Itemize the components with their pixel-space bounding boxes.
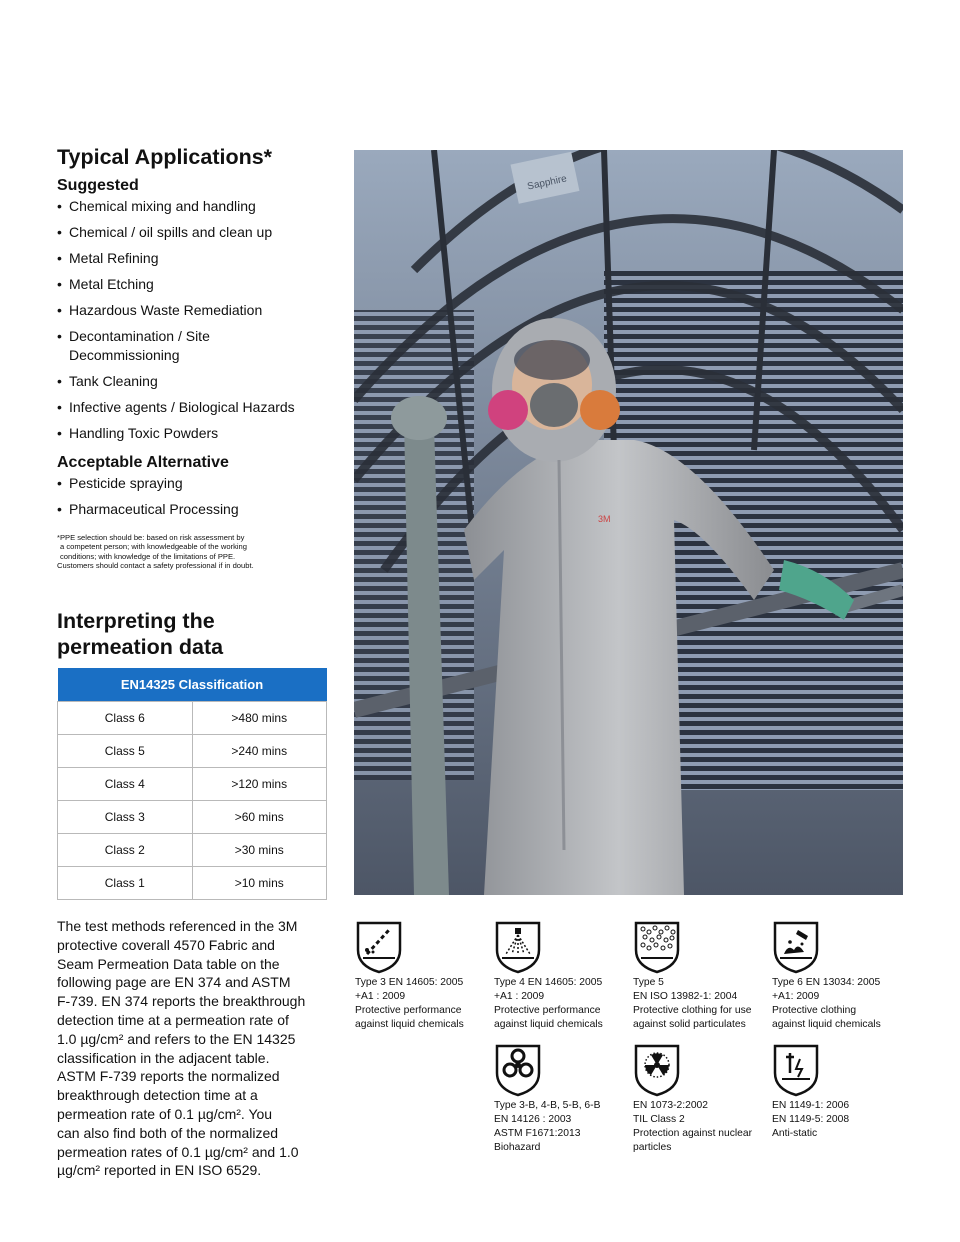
icon-text-line: Protective clothing bbox=[772, 1005, 857, 1016]
test-methods-paragraph bbox=[57, 917, 332, 1180]
table-row bbox=[58, 702, 327, 735]
icon-text-line: TIL Class 2 bbox=[633, 1114, 685, 1125]
time-cell: >120 mins bbox=[192, 768, 327, 801]
paragraph-line: can also find both of the normalized bbox=[57, 1124, 279, 1141]
list-item: • Chemical / oil spills and clean up bbox=[57, 223, 329, 242]
time-cell: >240 mins bbox=[192, 735, 327, 768]
nuclear-icon-block bbox=[633, 1043, 769, 1155]
icon-text-line: EN 1149-5: 2008 bbox=[772, 1114, 850, 1125]
icon-text-line: Type 5 bbox=[633, 977, 664, 988]
icon-text-line: against solid particulates bbox=[633, 1019, 746, 1030]
icon-text-line: Anti-static bbox=[772, 1128, 818, 1139]
worker-photo bbox=[354, 150, 903, 895]
list-item: • Pesticide spraying bbox=[57, 474, 329, 493]
type5-icon-block bbox=[633, 920, 769, 1032]
liquid-jet-shield-icon bbox=[355, 920, 403, 974]
table-row bbox=[58, 801, 327, 834]
paragraph-line: µg/cm² reported in EN ISO 6529. bbox=[57, 1162, 262, 1179]
permeation-title-line2: permeation data bbox=[57, 635, 224, 660]
icon-text-line: EN 14126 : 2003 bbox=[494, 1114, 572, 1125]
paragraph-line: classification in the adjacent table. bbox=[57, 1049, 270, 1066]
paragraph-line: permeation rates of 0.1 µg/cm² and 1.0 bbox=[57, 1143, 299, 1160]
worker-in-coverall-illustration bbox=[354, 150, 903, 895]
time-cell: >480 mins bbox=[192, 702, 327, 735]
paragraph-line: protective coverall 4570 Fabric and bbox=[57, 936, 275, 953]
antistatic-shield-icon bbox=[772, 1043, 820, 1097]
permeation-title bbox=[57, 608, 329, 660]
icon-text-line: +A1 : 2009 bbox=[494, 991, 545, 1002]
icon-text-line: Protection against nuclear bbox=[633, 1128, 753, 1139]
icon-text-line: against liquid chemicals bbox=[355, 1019, 464, 1030]
icon-text-line: EN 1149-1: 2006 bbox=[772, 1100, 850, 1111]
table-header: EN14325 Classification bbox=[58, 668, 327, 702]
paragraph-line: permeation rate of 0.1 µg/cm². You bbox=[57, 1105, 273, 1122]
suggested-list bbox=[57, 197, 329, 443]
list-item: • Metal Etching bbox=[57, 275, 329, 294]
permeation-title-line1: Interpreting the bbox=[57, 609, 215, 634]
icon-text-line: Protective performance bbox=[494, 1005, 601, 1016]
paragraph-line: breakthrough detection time at a bbox=[57, 1087, 258, 1104]
list-item: • Pharmaceutical Processing bbox=[57, 500, 329, 519]
class-cell: Class 1 bbox=[58, 867, 193, 900]
icon-text-line: against liquid chemicals bbox=[494, 1019, 603, 1030]
suit-logo: 3M bbox=[598, 514, 611, 524]
alternative-heading: Acceptable Alternative bbox=[57, 453, 229, 471]
splash-shield-icon bbox=[772, 920, 820, 974]
table-row bbox=[58, 735, 327, 768]
paragraph-line: ASTM F-739 reports the normalized bbox=[57, 1068, 280, 1085]
paragraph-line: F-739. EN 374 reports the breakthrough bbox=[57, 993, 306, 1010]
table-row bbox=[58, 867, 327, 900]
classification-table bbox=[57, 668, 327, 900]
class-cell: Class 4 bbox=[58, 768, 193, 801]
alternative-list bbox=[57, 474, 329, 519]
icon-text-line: EN ISO 13982-1: 2004 bbox=[633, 991, 738, 1002]
list-item: • Decontamination / Site Decommissioning bbox=[57, 327, 249, 365]
list-item: • Chemical mixing and handling bbox=[57, 197, 329, 216]
footnote-line: conditions; with knowledge of the limitations of PPE. bbox=[60, 551, 236, 561]
radioactive-shield-icon bbox=[633, 1043, 681, 1097]
footnote-line: a competent person; with knowledgeable of the working bbox=[60, 542, 248, 552]
icon-text-line: +A1 : 2009 bbox=[355, 991, 406, 1002]
spray-shield-icon bbox=[494, 920, 542, 974]
time-cell: >10 mins bbox=[192, 867, 327, 900]
table-row bbox=[58, 768, 327, 801]
type6-icon-block bbox=[772, 920, 908, 1032]
particulate-shield-icon bbox=[633, 920, 681, 974]
paragraph-line: The test methods referenced in the 3M bbox=[57, 918, 298, 934]
type4-icon-block bbox=[494, 920, 630, 1032]
icon-text-line: ASTM F1671:2013 bbox=[494, 1128, 581, 1139]
icon-text-line: Type 3 EN 14605: 2005 bbox=[355, 977, 464, 988]
list-item: • Infective agents / Biological Hazards bbox=[57, 398, 329, 417]
icon-text-line: Type 4 EN 14605: 2005 bbox=[494, 977, 603, 988]
class-cell: Class 3 bbox=[58, 801, 193, 834]
icon-text-line: Type 6 EN 13034: 2005 bbox=[772, 977, 881, 988]
table-row bbox=[58, 834, 327, 867]
paragraph-line: Seam Permeation Data table on the bbox=[57, 955, 280, 972]
class-cell: Class 2 bbox=[58, 834, 193, 867]
biohazard-shield-icon bbox=[494, 1043, 542, 1097]
icon-text-line: Biohazard bbox=[494, 1142, 541, 1153]
paragraph-line: 1.0 µg/cm² and refers to the EN 14325 bbox=[57, 1030, 296, 1047]
icon-text-line: Protective performance bbox=[355, 1005, 462, 1016]
paragraph-line: detection time at a permeation rate of bbox=[57, 1011, 289, 1028]
icon-text-line: Protective clothing for use bbox=[633, 1005, 752, 1016]
list-item: • Metal Refining bbox=[57, 249, 329, 268]
list-item: • Handling Toxic Powders bbox=[57, 424, 329, 443]
icon-text-line: EN 1073-2:2002 bbox=[633, 1100, 708, 1111]
biohazard-icon-block bbox=[494, 1043, 630, 1155]
footnote-line: Customers should contact a safety professional if in doubt. bbox=[57, 560, 254, 570]
icon-text-line: particles bbox=[633, 1142, 672, 1153]
list-item: • Hazardous Waste Remediation bbox=[57, 301, 329, 320]
class-cell: Class 6 bbox=[58, 702, 193, 735]
left-column bbox=[57, 145, 329, 900]
icon-text-line: against liquid chemicals bbox=[772, 1019, 881, 1030]
footnote-line: *PPE selection should be: based on risk assessment by bbox=[57, 533, 245, 543]
list-item: • Tank Cleaning bbox=[57, 372, 329, 391]
class-cell: Class 5 bbox=[58, 735, 193, 768]
type3-icon-block bbox=[355, 920, 491, 1032]
typical-applications-title: Typical Applications* bbox=[57, 145, 273, 169]
ppe-footnote bbox=[57, 533, 317, 570]
sign-text: Sapphire bbox=[526, 173, 568, 193]
suggested-heading: Suggested bbox=[57, 176, 139, 194]
paragraph-line: following page are EN 374 and ASTM bbox=[57, 974, 291, 991]
icon-text-line: +A1: 2009 bbox=[772, 991, 820, 1002]
antistatic-icon-block bbox=[772, 1043, 908, 1141]
icon-text-line: Type 3-B, 4-B, 5-B, 6-B bbox=[494, 1100, 601, 1111]
time-cell: >60 mins bbox=[192, 801, 327, 834]
time-cell: >30 mins bbox=[192, 834, 327, 867]
